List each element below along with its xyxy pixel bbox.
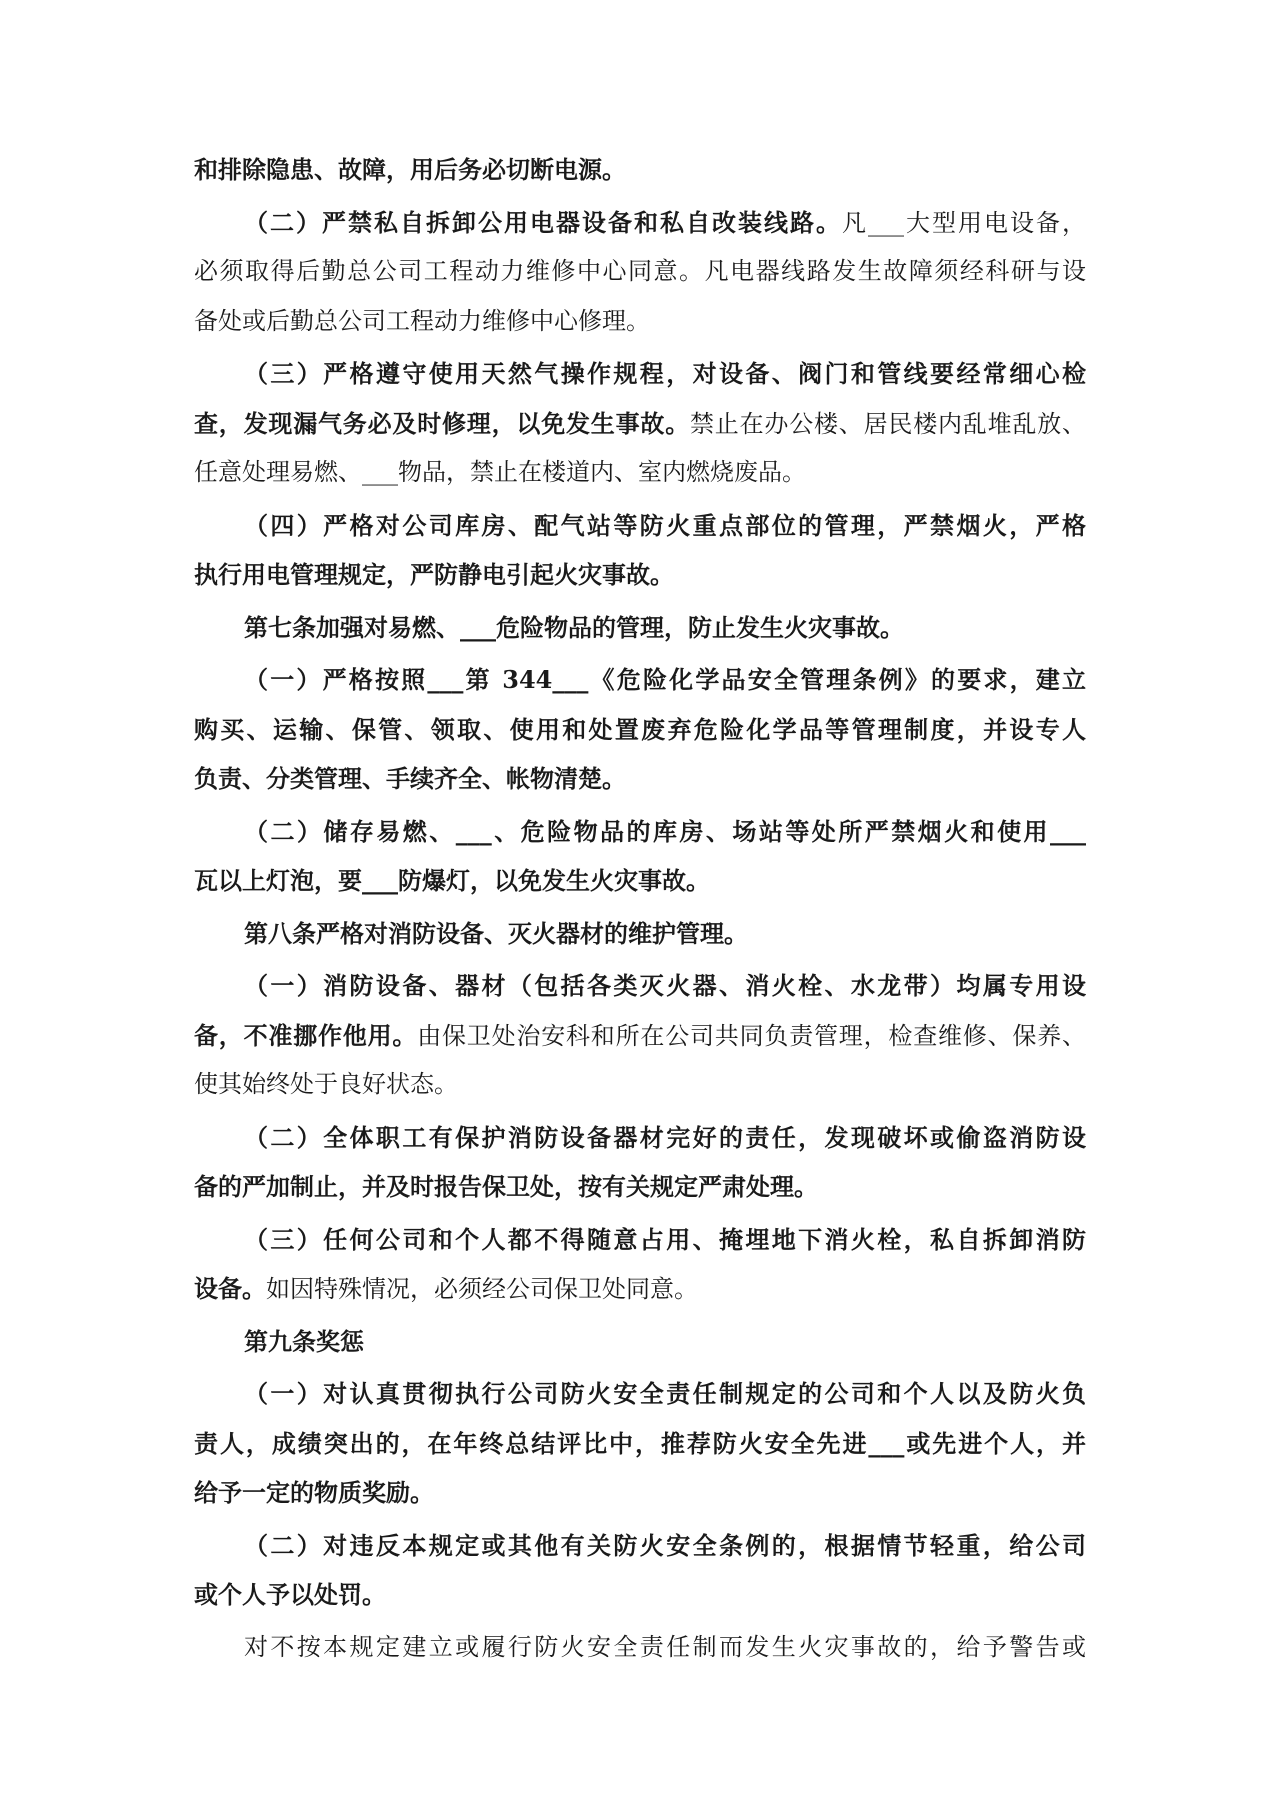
text-line — [194, 1521, 1086, 1571]
text-line — [194, 399, 1086, 449]
text-line — [194, 1162, 1086, 1212]
text-segment-bold: 瓦以上灯泡，要___防爆灯，以免发生火灾事故。 — [194, 866, 710, 895]
text-segment-bold: （三）严格遵守使用天然气操作规程，对设备、阀门和管线要经常细心检 — [244, 359, 1086, 388]
text-segment-bold: （二）严禁私自拆卸公用电器设备和私自改装线路。 — [244, 207, 842, 237]
document-body — [194, 145, 1086, 1672]
text-line — [194, 501, 1086, 551]
text-segment-bold: （二）对违反本规定或其他有关防火安全条例的，根据情节轻重，给公司 — [244, 1530, 1086, 1560]
text-line — [194, 1419, 1086, 1469]
text-segment-bold: （三）任何公司和个人都不得随意占用、掩埋地下消火栓，私自拆卸消防 — [244, 1224, 1086, 1254]
text-segment-bold: 第九条奖惩 — [244, 1326, 364, 1356]
text-segment: 对不按本规定建立或履行防火安全责任制而发生火灾事故的，给予警告或 — [244, 1632, 1086, 1661]
text-line — [194, 705, 1086, 755]
text-line — [194, 961, 1086, 1011]
text-line — [194, 1011, 1086, 1061]
text-line — [194, 1570, 1086, 1620]
text-segment: 任意处理易燃、___物品，禁止在楼道内、室内燃烧废品。 — [194, 458, 806, 486]
text-segment-bold: 设备。 — [194, 1274, 266, 1303]
paragraph-staff-responsibility — [194, 1113, 1086, 1212]
text-line — [194, 603, 1086, 653]
text-line — [194, 1369, 1086, 1419]
text-line — [194, 1317, 1086, 1367]
text-segment-bold: 第八条严格对消防设备、灭火器材的维护管理。 — [244, 918, 748, 948]
paragraph-hazardous-chemicals — [194, 655, 1086, 804]
text-segment-bold: 查，发现漏气务必及时修理，以免发生事故。 — [194, 408, 690, 438]
text-segment: 必须取得后勤总公司工程动力维修中心同意。凡电器线路发生故障须经科研与设 — [194, 257, 1086, 285]
text-line — [194, 1113, 1086, 1163]
paragraph-hydrants — [194, 1215, 1086, 1314]
text-segment: 凡___大型用电设备， — [842, 208, 1086, 237]
text-segment: 如因特殊情况，必须经公司保卫处同意。 — [266, 1275, 698, 1303]
article-9-heading — [194, 1317, 1086, 1367]
paragraph-natural-gas — [194, 349, 1086, 498]
text-line — [194, 550, 1086, 600]
text-segment: 使其始终处于良好状态。 — [194, 1070, 458, 1098]
text-segment: 备处或后勤总公司工程动力维修中心修理。 — [194, 306, 650, 335]
text-line — [194, 1215, 1086, 1265]
text-segment-bold: （二）储存易燃、___、危险物品的库房、场站等处所严禁烟火和使用___ — [244, 816, 1086, 846]
text-line — [194, 349, 1086, 399]
text-segment-bold: 备，不准挪作他用。 — [194, 1020, 418, 1050]
text-line — [194, 247, 1086, 297]
text-line — [194, 145, 1086, 195]
article-7-heading — [194, 603, 1086, 653]
text-line — [194, 754, 1086, 804]
text-segment: 由保卫处治安科和所在公司共同负责管理，检查维修、保养、 — [417, 1021, 1086, 1050]
paragraph-rewards — [194, 1369, 1086, 1518]
text-segment-bold: 给予一定的物质奖励。 — [194, 1478, 434, 1507]
text-line — [194, 1623, 1086, 1673]
paragraph-penalties — [194, 1521, 1086, 1620]
text-segment-bold: 执行用电管理规定，严防静电引起火灾事故。 — [194, 560, 674, 589]
text-line — [194, 1060, 1086, 1110]
text-line — [194, 909, 1086, 959]
article-8-heading — [194, 909, 1086, 959]
text-segment: 禁止在办公楼、居民楼内乱堆乱放、 — [690, 409, 1086, 438]
text-segment-bold: 责人，成绩突出的，在年终总结评比中，推荐防火安全先进___或先进个人，并 — [194, 1428, 1086, 1458]
text-segment-bold: 和排除隐患、故障，用后务必切断电源。 — [194, 155, 626, 184]
paragraph-electrical-equipment — [194, 198, 1086, 347]
text-segment-bold: （一）严格按照___第 344___《危险化学品安全管理条例》的要求，建立 — [244, 665, 1086, 694]
paragraph-fire-equipment — [194, 961, 1086, 1110]
text-segment-bold: 或个人予以处罚。 — [194, 1580, 386, 1609]
text-line — [194, 448, 1086, 498]
text-line — [194, 807, 1086, 857]
text-line — [194, 1264, 1086, 1314]
paragraph-power-continuation — [194, 145, 1086, 195]
text-line — [194, 856, 1086, 906]
text-segment-bold: 第七条加强对易燃、___危险物品的管理，防止发生火灾事故。 — [244, 612, 904, 642]
paragraph-storage — [194, 807, 1086, 906]
text-segment-bold: 备的严加制止，并及时报告保卫处，按有关规定严肃处理。 — [194, 1172, 818, 1201]
text-line — [194, 198, 1086, 248]
paragraph-warning-continued — [194, 1623, 1086, 1673]
paragraph-warehouse — [194, 501, 1086, 600]
text-line — [194, 655, 1086, 705]
text-segment-bold: （二）全体职工有保护消防设备器材完好的责任，发现破坏或偷盗消防设 — [244, 1122, 1086, 1152]
text-segment-bold: （一）对认真贯彻执行公司防火安全责任制规定的公司和个人以及防火负 — [244, 1379, 1086, 1408]
text-line — [194, 297, 1086, 347]
text-segment-bold: （一）消防设备、器材（包括各类灭火器、消火栓、水龙带）均属专用设 — [244, 971, 1086, 1000]
text-segment-bold: 购买、运输、保管、领取、使用和处置废弃危险化学品等管理制度，并设专人 — [194, 714, 1086, 744]
text-line — [194, 1468, 1086, 1518]
text-segment-bold: 负责、分类管理、手续齐全、帐物清楚。 — [194, 764, 626, 793]
text-segment-bold: （四）严格对公司库房、配气站等防火重点部位的管理，严禁烟火，严格 — [244, 510, 1086, 540]
